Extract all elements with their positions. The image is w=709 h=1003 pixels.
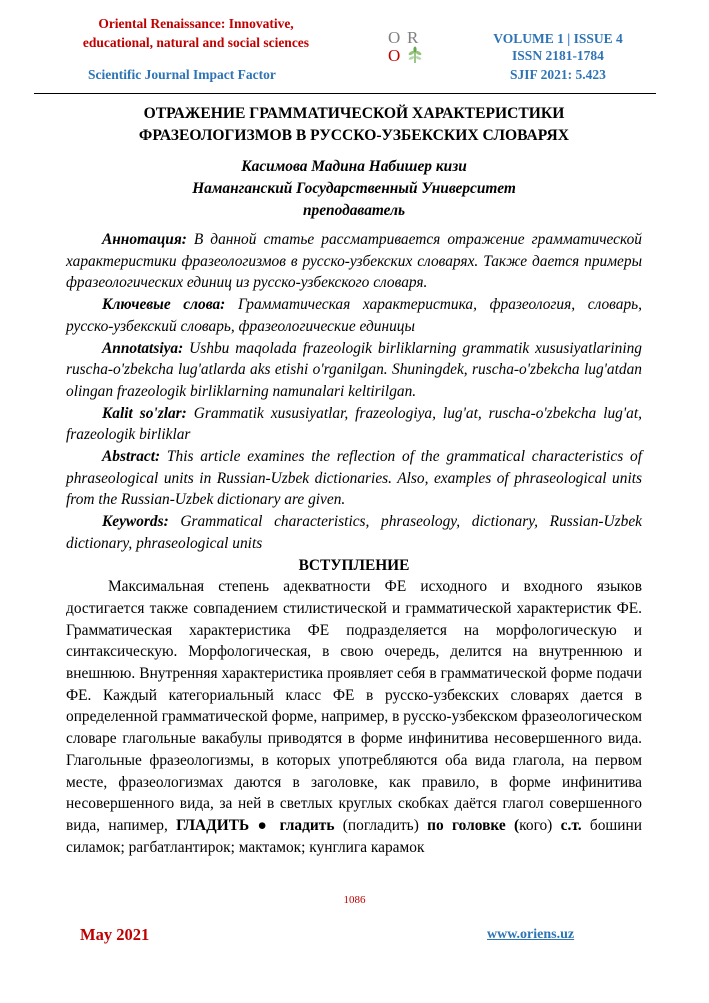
- issn: ISSN 2181-1784: [512, 48, 604, 63]
- logo-o-bottom: O: [388, 46, 401, 65]
- leaf-icon: [406, 46, 424, 64]
- keywords-en: [66, 511, 642, 554]
- abstract-en: [66, 446, 642, 511]
- annotation-uz-text: Ushbu maqolada frazeologik birliklarning grammatik xususiyatlarining ruscha-o'zbekcha lug'atlarda aks etishi o'rganilgan. Shuningdek, ruscha-o'zbekcha lug'atdan olingan frazeologik birliklarning namunalari keltirilgan.: [66, 339, 642, 400]
- impact-factor-label: Scientific Journal Impact Factor: [88, 67, 276, 82]
- volume-issue: VOLUME 1 | ISSUE 4: [493, 31, 623, 46]
- keywords-uz: [66, 403, 642, 446]
- title-line1: ОТРАЖЕНИЕ ГРАММАТИЧЕСКОЙ ХАРАКТЕРИСТИКИ: [143, 105, 565, 122]
- author-position: преподаватель: [302, 202, 406, 219]
- keywords-en-label: Keywords:: [102, 513, 169, 531]
- author-name: Касимова Мадина Набишер кизи: [241, 158, 467, 175]
- annotation-ru-text: В данной статье рассматривается отражение грамматической характеристики фразеологизмов в русско-узбекских словарях. Также дается примеры фразеологических единиц из русско-узбекского словаря.: [66, 231, 642, 292]
- abstract-en-label: Abstract:: [102, 448, 161, 466]
- example-translation: бошини силамок; рагбатлантирок; мактамок; кунглига карамок: [66, 816, 642, 856]
- body-paragraph: [66, 576, 642, 858]
- issue-info: [478, 30, 638, 64]
- keywords-ru: [66, 294, 642, 337]
- annotation-ru: [66, 229, 642, 294]
- author-affiliation: Наманганский Государственный Университет: [192, 180, 516, 197]
- example-headword: ГЛАДИТЬ ● гладить: [176, 816, 335, 834]
- title-line2: ФРАЗЕОЛОГИЗМОВ В РУССКО-УЗБЕКСКИХ СЛОВАРЯХ: [138, 127, 570, 144]
- section-heading: ВСТУПЛЕНИЕ: [298, 556, 410, 574]
- annotation-ru-label: Аннотация:: [102, 231, 187, 248]
- footer-url[interactable]: www.oriens.uz: [487, 927, 575, 942]
- page-number: 1086: [343, 894, 366, 906]
- logo-o-top: O: [388, 28, 401, 47]
- header-divider: [34, 93, 656, 94]
- author-block: [66, 156, 642, 222]
- journal-logo: [384, 28, 428, 64]
- journal-name: [62, 14, 330, 52]
- example-case-open: (: [505, 816, 520, 834]
- article-title: [66, 103, 642, 147]
- journal-name-line1: Oriental Renaissance: Innovative,: [98, 16, 294, 31]
- journal-name-line2: educational, natural and social sciences: [82, 35, 310, 50]
- keywords-uz-label: Kalit so'zlar:: [102, 404, 187, 422]
- keywords-uz-text: Grammatik xususiyatlar, frazeologiya, lug'at, ruscha-o'zbekcha lug'at, frazeologik birliklar: [66, 404, 642, 444]
- body-text: Максимальная степень адекватности ФЕ исходного и входного языков достигается также совпадением стилистической и грамматической характеристик ФЕ. Грамматическая характеристика ФЕ подразделяется на морфологическую и синтаксическую. Морфологическая, в свою очередь, делится на внутреннюю и внешнюю. Внутренняя характеристика проявляет себя в грамматической форме подачи ФЕ. Каждый категориальный класс ФЕ в русско-узбекских словарях дается в определенной грамматической форме, например, в русско-узбекском фразеологическом словаре глагольные вакабулы приводятся в форме инфинитива несовершенного вида. Глагольные фразеологизмы, в которых употребляются оба вида глагола, на первом месте, фразеологизмах даются в заголовке, как правило, в форме инфинитива несовершенного вида, за ней в светлых круглых скобках даётся глагол совершенного вида, напимер,: [66, 578, 642, 834]
- keywords-ru-label: Ключевые слова:: [102, 296, 226, 314]
- article-body: [66, 100, 642, 858]
- annotation-uz: [66, 338, 642, 403]
- example-case: кого): [519, 816, 553, 834]
- annotation-uz-label: Annotatsiya:: [102, 339, 184, 357]
- example-paren: (погладить): [334, 816, 419, 834]
- page-header: [0, 0, 709, 100]
- example-style-mark: с.т.: [552, 816, 582, 834]
- keywords-ru-text: Грамматическая характеристика, фразеология, словарь, русско-узбекский словарь, фразеологические единицы: [66, 296, 642, 335]
- keywords-en-text: Grammatical characteristics, phraseology, dictionary, Russian-Uzbek dictionary, phraseological units: [66, 513, 642, 552]
- sjif-value: SJIF 2021: 5.423: [510, 67, 606, 82]
- footer-date: May 2021: [80, 925, 150, 944]
- example-phrase: по головке: [418, 816, 506, 834]
- logo-r: R: [407, 28, 419, 47]
- abstract-en-text: This article examines the reflection of the grammatical characteristics of phraseological units in Russian-Uzbek dictionaries. Also, examples of phraseological units from the Russian-Uzbek dictionary are given.: [66, 448, 642, 509]
